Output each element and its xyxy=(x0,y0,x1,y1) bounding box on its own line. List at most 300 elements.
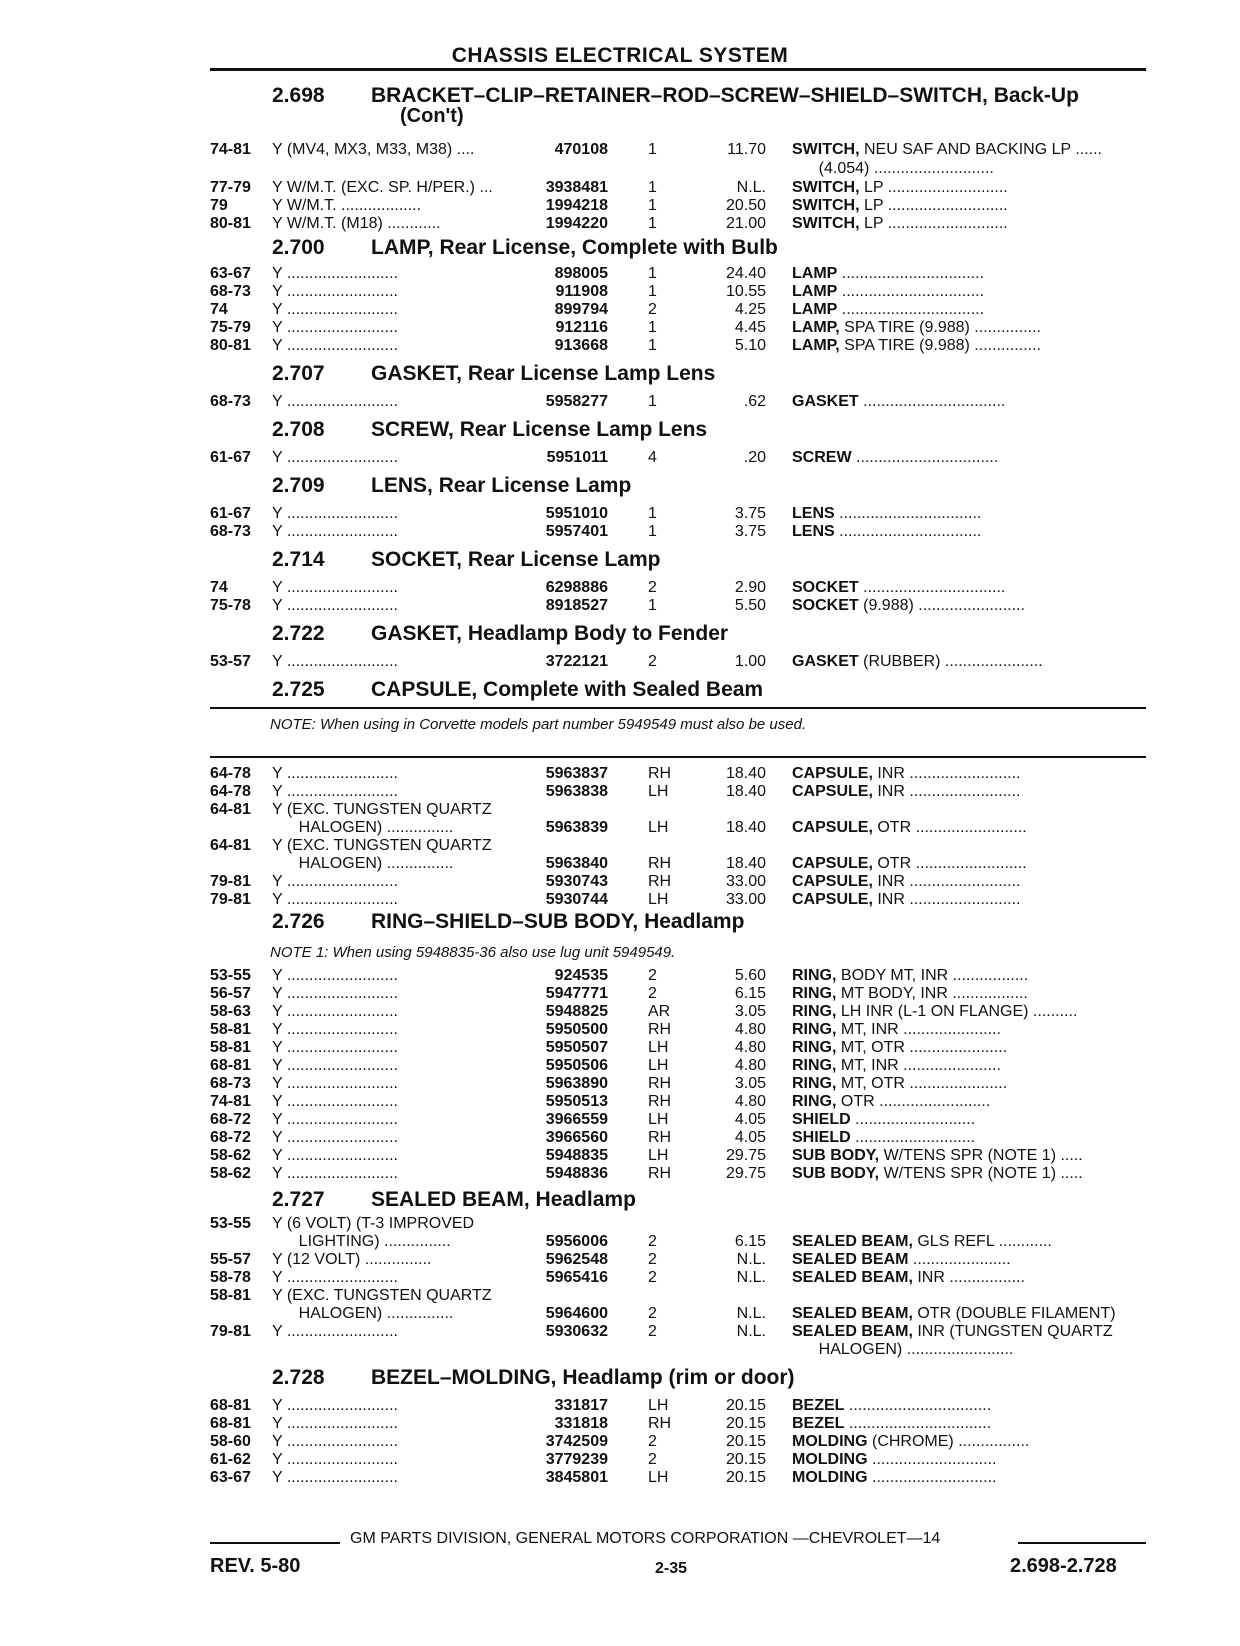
price: 6.15 xyxy=(734,985,766,1002)
parts-row xyxy=(0,392,1240,411)
quantity: 2 xyxy=(648,579,657,596)
part-name xyxy=(792,1092,1156,1111)
part-name xyxy=(792,1322,1156,1341)
model-description: Y W/M.T. .................. xyxy=(272,197,422,214)
price: 4.05 xyxy=(734,1129,766,1146)
model-years: 64-78 xyxy=(210,783,251,800)
model-description: Y ......................... xyxy=(272,1397,398,1414)
section-title xyxy=(371,678,763,702)
part-name-detail: ........................... xyxy=(850,1111,976,1128)
part-name-key: LAMP, xyxy=(792,337,840,354)
price: 4.80 xyxy=(734,1021,766,1038)
part-name-key: SWITCH, xyxy=(792,197,860,214)
model-years: 74 xyxy=(210,579,228,596)
price: 18.40 xyxy=(725,819,766,836)
parts-row xyxy=(0,1468,1240,1487)
parts-row xyxy=(0,1414,1240,1433)
model-years: 61-62 xyxy=(210,1451,251,1468)
price: 29.75 xyxy=(725,1165,766,1182)
part-number: 5950513 xyxy=(545,1093,608,1110)
section-title-qualifier: Rear License Lamp Lens xyxy=(467,362,716,385)
footer-publisher: GM PARTS DIVISION, GENERAL MOTORS CORPORATION —CHEVROLET—14 xyxy=(350,1530,941,1547)
part-name xyxy=(792,764,1156,783)
part-name-detail: GLS REFL ............ xyxy=(912,1233,1052,1250)
part-name-key: SOCKET xyxy=(792,597,859,614)
part-name xyxy=(792,652,1156,671)
part-name xyxy=(792,392,1156,411)
parts-row xyxy=(0,652,1240,671)
section-number: 2.726 xyxy=(272,910,325,933)
quantity: LH xyxy=(648,1469,669,1486)
model-years: 58-81 xyxy=(210,1039,251,1056)
price: 20.15 xyxy=(725,1415,766,1432)
model-years: 63-67 xyxy=(210,1469,251,1486)
parts-row xyxy=(0,1286,1240,1305)
part-name-detail: SPA TIRE (9.988) ............... xyxy=(839,337,1041,354)
part-name xyxy=(792,214,1156,233)
model-years: 53-55 xyxy=(210,967,251,984)
parts-row xyxy=(0,1002,1240,1021)
part-name-detail: (CHROME) ................ xyxy=(867,1433,1030,1450)
price: 20.15 xyxy=(725,1469,766,1486)
model-years: 64-81 xyxy=(210,801,251,818)
part-name xyxy=(792,522,1156,541)
quantity: 2 xyxy=(648,1433,657,1450)
section-title-part: LENS, xyxy=(371,474,433,497)
quantity: 2 xyxy=(648,1251,657,1268)
model-years: 64-78 xyxy=(210,765,251,782)
part-name-key: RING, xyxy=(792,1021,837,1038)
part-name-key: LAMP, xyxy=(792,319,840,336)
price: 33.00 xyxy=(725,873,766,890)
part-name xyxy=(792,1268,1156,1287)
part-name-detail: LP ........................... xyxy=(859,197,1008,214)
part-name xyxy=(792,1396,1156,1415)
model-description: Y (EXC. TUNGSTEN QUARTZ xyxy=(272,801,492,818)
part-name-key: RING, xyxy=(792,1039,837,1056)
part-number: 6298886 xyxy=(545,579,608,596)
model-years: 68-72 xyxy=(210,1111,251,1128)
part-name xyxy=(792,1450,1156,1469)
section-title-qualifier: Headlamp (rim or door) xyxy=(562,1366,795,1389)
part-name-detail: INR ......................... xyxy=(872,765,1021,782)
quantity: LH xyxy=(648,1057,669,1074)
part-number: 8918527 xyxy=(545,597,608,614)
model-description: Y ......................... xyxy=(272,1111,398,1128)
model-years: 58-63 xyxy=(210,1003,251,1020)
quantity: RH xyxy=(648,1415,672,1432)
model-years: 74 xyxy=(210,301,228,318)
price: N.L. xyxy=(736,179,766,196)
model-description: Y ......................... xyxy=(272,985,398,1002)
price: 4.05 xyxy=(734,1111,766,1128)
model-years: 55-57 xyxy=(210,1251,251,1268)
part-name-key: SWITCH, xyxy=(792,215,860,232)
title-rule xyxy=(210,68,1146,71)
model-description: Y ......................... xyxy=(272,1415,398,1432)
note-rule-bottom xyxy=(210,756,1146,758)
part-name-key: LAMP xyxy=(792,265,838,282)
quantity: RH xyxy=(648,1165,672,1182)
part-name-key: BEZEL xyxy=(792,1397,845,1414)
parts-row xyxy=(0,1214,1240,1233)
model-years: 61-67 xyxy=(210,449,251,466)
model-years: 68-81 xyxy=(210,1397,251,1414)
quantity: 1 xyxy=(648,283,657,300)
parts-row xyxy=(0,214,1240,233)
part-name xyxy=(792,1164,1156,1183)
part-number: 1994218 xyxy=(545,197,608,214)
parts-row xyxy=(0,1164,1240,1183)
part-name-detail: ................................ xyxy=(837,265,985,282)
quantity: 1 xyxy=(648,141,657,158)
quantity: 1 xyxy=(648,505,657,522)
section-number: 2.714 xyxy=(272,548,325,571)
price: 10.55 xyxy=(725,283,766,300)
quantity: RH xyxy=(648,1129,672,1146)
parts-row xyxy=(0,282,1240,301)
part-name xyxy=(792,1340,1156,1359)
part-name xyxy=(792,159,1156,178)
part-name-key: LENS xyxy=(792,505,835,522)
section-title-part: GASKET, xyxy=(371,362,463,385)
part-name xyxy=(792,966,1156,985)
part-name-detail: LP ........................... xyxy=(859,215,1008,232)
part-name xyxy=(792,1304,1156,1323)
part-number: 5930744 xyxy=(545,891,608,908)
model-description: Y ......................... xyxy=(272,1433,398,1450)
part-name-detail: ................................ xyxy=(834,523,982,540)
part-name-key: CAPSULE, xyxy=(792,891,873,908)
model-years: 58-81 xyxy=(210,1021,251,1038)
part-name xyxy=(792,1038,1156,1057)
price: N.L. xyxy=(736,1323,766,1340)
model-description: Y ......................... xyxy=(272,319,398,336)
section-title-qualifier: Headlamp xyxy=(535,1188,636,1211)
model-years: 77-79 xyxy=(210,179,251,196)
part-name-detail: ................................ xyxy=(858,393,1006,410)
model-description: Y ......................... xyxy=(272,283,398,300)
parts-row xyxy=(0,178,1240,197)
parts-row xyxy=(0,1268,1240,1287)
part-name-detail: MT, INR ...................... xyxy=(836,1057,1001,1074)
quantity: RH xyxy=(648,855,672,872)
part-name-key: SCREW xyxy=(792,449,852,466)
quantity: LH xyxy=(648,1397,669,1414)
part-number: 5951010 xyxy=(545,505,608,522)
section-title xyxy=(371,622,728,646)
price: 33.00 xyxy=(725,891,766,908)
model-description: Y (MV4, MX3, M33, M38) .... xyxy=(272,141,475,158)
price: 4.80 xyxy=(734,1057,766,1074)
quantity: 2 xyxy=(648,1233,657,1250)
part-number: 3742509 xyxy=(545,1433,608,1450)
parts-row xyxy=(0,984,1240,1003)
quantity: 1 xyxy=(648,179,657,196)
part-name-detail: INR (TUNGSTEN QUARTZ xyxy=(912,1323,1113,1340)
part-name-key: RING, xyxy=(792,1075,837,1092)
part-number: 913668 xyxy=(554,337,608,354)
footer-revision: REV. 5-80 xyxy=(210,1555,301,1577)
model-description: LIGHTING) ............... xyxy=(272,1233,451,1250)
model-years: 68-81 xyxy=(210,1057,251,1074)
price: 29.75 xyxy=(725,1147,766,1164)
part-name-key: LAMP xyxy=(792,283,838,300)
model-years: 79-81 xyxy=(210,891,251,908)
part-name-detail: (RUBBER) ...................... xyxy=(858,653,1043,670)
quantity: RH xyxy=(648,1075,672,1092)
section-title-part: BRACKET–CLIP–RETAINER–ROD–SCREW–SHIELD–SWITCH, xyxy=(371,84,988,107)
section-number: 2.722 xyxy=(272,622,325,645)
model-description: Y ......................... xyxy=(272,967,398,984)
part-number: 3845801 xyxy=(545,1469,608,1486)
part-name-key: SHIELD xyxy=(792,1129,851,1146)
footer-rule-right xyxy=(1018,1542,1146,1544)
part-name-detail: INR ......................... xyxy=(872,783,1021,800)
section-title xyxy=(371,362,715,386)
part-name-key: MOLDING xyxy=(792,1469,868,1486)
part-name xyxy=(792,1232,1156,1251)
model-description: Y ......................... xyxy=(272,265,398,282)
part-name xyxy=(792,1128,1156,1147)
part-name-key: CAPSULE, xyxy=(792,819,873,836)
model-description: Y ......................... xyxy=(272,1093,398,1110)
part-number: 5948836 xyxy=(545,1165,608,1182)
price: 18.40 xyxy=(725,783,766,800)
part-name-detail: ...................... xyxy=(908,1251,1011,1268)
part-name-detail: LP ........................... xyxy=(859,179,1008,196)
model-years: 68-73 xyxy=(210,523,251,540)
parts-row xyxy=(0,159,1240,178)
model-years: 75-78 xyxy=(210,597,251,614)
model-description: Y ......................... xyxy=(272,1129,398,1146)
quantity: 1 xyxy=(648,319,657,336)
model-description: Y ......................... xyxy=(272,1323,398,1340)
section-title-part: SOCKET, xyxy=(371,548,463,571)
section-title-qualifier: Rear License, Complete with Bulb xyxy=(439,236,778,259)
model-description: Y ......................... xyxy=(272,301,398,318)
part-name-detail: INR ......................... xyxy=(872,891,1021,908)
part-name-key: GASKET xyxy=(792,393,859,410)
quantity: 4 xyxy=(648,449,657,466)
part-name-detail: MT, OTR ...................... xyxy=(836,1039,1008,1056)
part-number: 899794 xyxy=(554,301,608,318)
parts-row xyxy=(0,1038,1240,1057)
model-years: 75-79 xyxy=(210,319,251,336)
section-title-part: BEZEL–MOLDING, xyxy=(371,1366,557,1389)
part-name-key: LAMP xyxy=(792,301,838,318)
quantity: LH xyxy=(648,783,669,800)
part-number: 5956006 xyxy=(545,1233,608,1250)
part-number: 5947771 xyxy=(545,985,608,1002)
part-name xyxy=(792,1020,1156,1039)
part-number: 898005 xyxy=(554,265,608,282)
part-name-key: RING, xyxy=(792,967,837,984)
price: 5.60 xyxy=(734,967,766,984)
section-title-part: GASKET, xyxy=(371,622,463,645)
part-name xyxy=(792,854,1156,873)
quantity: RH xyxy=(648,1093,672,1110)
part-name xyxy=(792,1468,1156,1487)
parts-row xyxy=(0,836,1240,855)
quantity: 2 xyxy=(648,1269,657,1286)
quantity: 1 xyxy=(648,215,657,232)
price: N.L. xyxy=(736,1269,766,1286)
part-number: 3966559 xyxy=(545,1111,608,1128)
part-number: 5951011 xyxy=(546,449,608,466)
section-title-qualifier: Headlamp xyxy=(644,910,745,933)
section-number: 2.698 xyxy=(272,84,325,107)
model-description: Y ......................... xyxy=(272,523,398,540)
parts-row xyxy=(0,1396,1240,1415)
section-title-part: SCREW, xyxy=(371,418,454,441)
part-name-key: SEALED BEAM, xyxy=(792,1305,913,1322)
quantity: 1 xyxy=(648,337,657,354)
note-rule-top xyxy=(210,707,1146,709)
section-number: 2.708 xyxy=(272,418,325,441)
model-description: Y ......................... xyxy=(272,1003,398,1020)
part-name xyxy=(792,318,1156,337)
part-name xyxy=(792,300,1156,319)
section-title-part: RING–SHIELD–SUB BODY, xyxy=(371,910,639,933)
section-title-part: CAPSULE, xyxy=(371,678,478,701)
price: 2.90 xyxy=(734,579,766,596)
part-number: 331817 xyxy=(554,1397,608,1414)
section-title-qualifier: Rear License Lamp xyxy=(438,474,632,497)
section-title xyxy=(371,548,660,572)
parts-row xyxy=(0,1450,1240,1469)
parts-row xyxy=(0,1322,1240,1341)
part-name-detail: (4.054) ........................... xyxy=(792,160,994,177)
part-name-key: MOLDING xyxy=(792,1451,868,1468)
part-number: 5950506 xyxy=(545,1057,608,1074)
model-years: 58-62 xyxy=(210,1147,251,1164)
quantity: 2 xyxy=(648,985,657,1002)
part-name-detail: MT BODY, INR ................. xyxy=(836,985,1028,1002)
part-name xyxy=(792,1146,1156,1165)
model-description: Y ......................... xyxy=(272,449,398,466)
part-name-detail: ............................ xyxy=(867,1451,997,1468)
part-name-key: SWITCH, xyxy=(792,179,860,196)
parts-row xyxy=(0,1304,1240,1323)
model-description: Y ......................... xyxy=(272,1269,398,1286)
part-name xyxy=(792,1056,1156,1075)
part-name xyxy=(792,782,1156,801)
price: 20.15 xyxy=(725,1433,766,1450)
part-number: 5963837 xyxy=(545,765,608,782)
section-number: 2.700 xyxy=(272,236,325,259)
parts-row xyxy=(0,1340,1240,1359)
part-name xyxy=(792,336,1156,355)
part-number: 5963838 xyxy=(545,783,608,800)
quantity: LH xyxy=(648,1147,669,1164)
quantity: 2 xyxy=(648,1305,657,1322)
part-name-key: SUB BODY, xyxy=(792,1147,880,1164)
part-name-detail: INR ................. xyxy=(912,1269,1025,1286)
section-title xyxy=(371,418,707,442)
section-title-qualifier: Headlamp Body to Fender xyxy=(467,622,729,645)
quantity: 2 xyxy=(648,653,657,670)
part-name xyxy=(792,578,1156,597)
part-name xyxy=(792,178,1156,197)
model-description: Y (EXC. TUNGSTEN QUARTZ xyxy=(272,837,492,854)
part-number: 5962548 xyxy=(545,1251,608,1268)
part-name-key: RING, xyxy=(792,985,837,1002)
model-description: HALOGEN) ............... xyxy=(272,819,454,836)
price: 20.15 xyxy=(725,1397,766,1414)
quantity: LH xyxy=(648,1111,669,1128)
part-number: 5965416 xyxy=(545,1269,608,1286)
part-name-detail: ................................ xyxy=(844,1397,992,1414)
model-description: Y ......................... xyxy=(272,765,398,782)
quantity: 2 xyxy=(648,301,657,318)
part-name-key: RING, xyxy=(792,1003,837,1020)
part-name xyxy=(792,596,1156,615)
model-years: 68-81 xyxy=(210,1415,251,1432)
part-name-key: CAPSULE, xyxy=(792,855,873,872)
price: 4.45 xyxy=(734,319,766,336)
price: 5.10 xyxy=(734,337,766,354)
model-description: Y ......................... xyxy=(272,1075,398,1092)
section-title xyxy=(371,84,1079,108)
section-note: NOTE 1: When using 5948835-36 also use lug unit 5949549. xyxy=(270,944,676,961)
quantity: RH xyxy=(648,1021,672,1038)
section-number: 2.728 xyxy=(272,1366,325,1389)
part-name xyxy=(792,282,1156,301)
part-name-detail: MT, INR ...................... xyxy=(836,1021,1001,1038)
price: 21.00 xyxy=(725,215,766,232)
part-name-detail: BODY MT, INR ................. xyxy=(836,967,1029,984)
parts-row xyxy=(0,504,1240,523)
part-name-detail: ................................ xyxy=(837,301,985,318)
section-continued: (Con't) xyxy=(400,105,464,127)
part-name xyxy=(792,264,1156,283)
parts-row xyxy=(0,1128,1240,1147)
model-years: 79-81 xyxy=(210,873,251,890)
quantity: 1 xyxy=(648,523,657,540)
quantity: RH xyxy=(648,873,672,890)
part-number: 911908 xyxy=(555,283,608,300)
parts-row xyxy=(0,578,1240,597)
model-years: 53-57 xyxy=(210,653,251,670)
quantity: 2 xyxy=(648,1451,657,1468)
part-number: 5930632 xyxy=(545,1323,608,1340)
parts-row xyxy=(0,800,1240,819)
price: 20.50 xyxy=(725,197,766,214)
section-title xyxy=(371,1366,795,1390)
section-number: 2.709 xyxy=(272,474,325,497)
part-name-key: RING, xyxy=(792,1057,837,1074)
part-name xyxy=(792,1002,1156,1021)
section-title xyxy=(371,474,631,498)
model-description: Y ......................... xyxy=(272,1021,398,1038)
price: 11.70 xyxy=(727,141,766,158)
quantity: AR xyxy=(648,1003,671,1020)
part-name xyxy=(792,504,1156,523)
part-number: 331818 xyxy=(554,1415,608,1432)
parts-row xyxy=(0,336,1240,355)
model-years: 58-60 xyxy=(210,1433,251,1450)
model-years: 68-73 xyxy=(210,393,251,410)
parts-row xyxy=(0,872,1240,891)
model-years: 64-81 xyxy=(210,837,251,854)
parts-row xyxy=(0,196,1240,215)
part-number: 924535 xyxy=(554,967,608,984)
part-name-detail: W/TENS SPR (NOTE 1) ..... xyxy=(879,1147,1083,1164)
section-title-part: LAMP, xyxy=(371,236,434,259)
section-note: NOTE: When using in Corvette models part number 5949549 must also be used. xyxy=(270,716,807,733)
section-title-qualifier: Rear License Lamp xyxy=(467,548,661,571)
